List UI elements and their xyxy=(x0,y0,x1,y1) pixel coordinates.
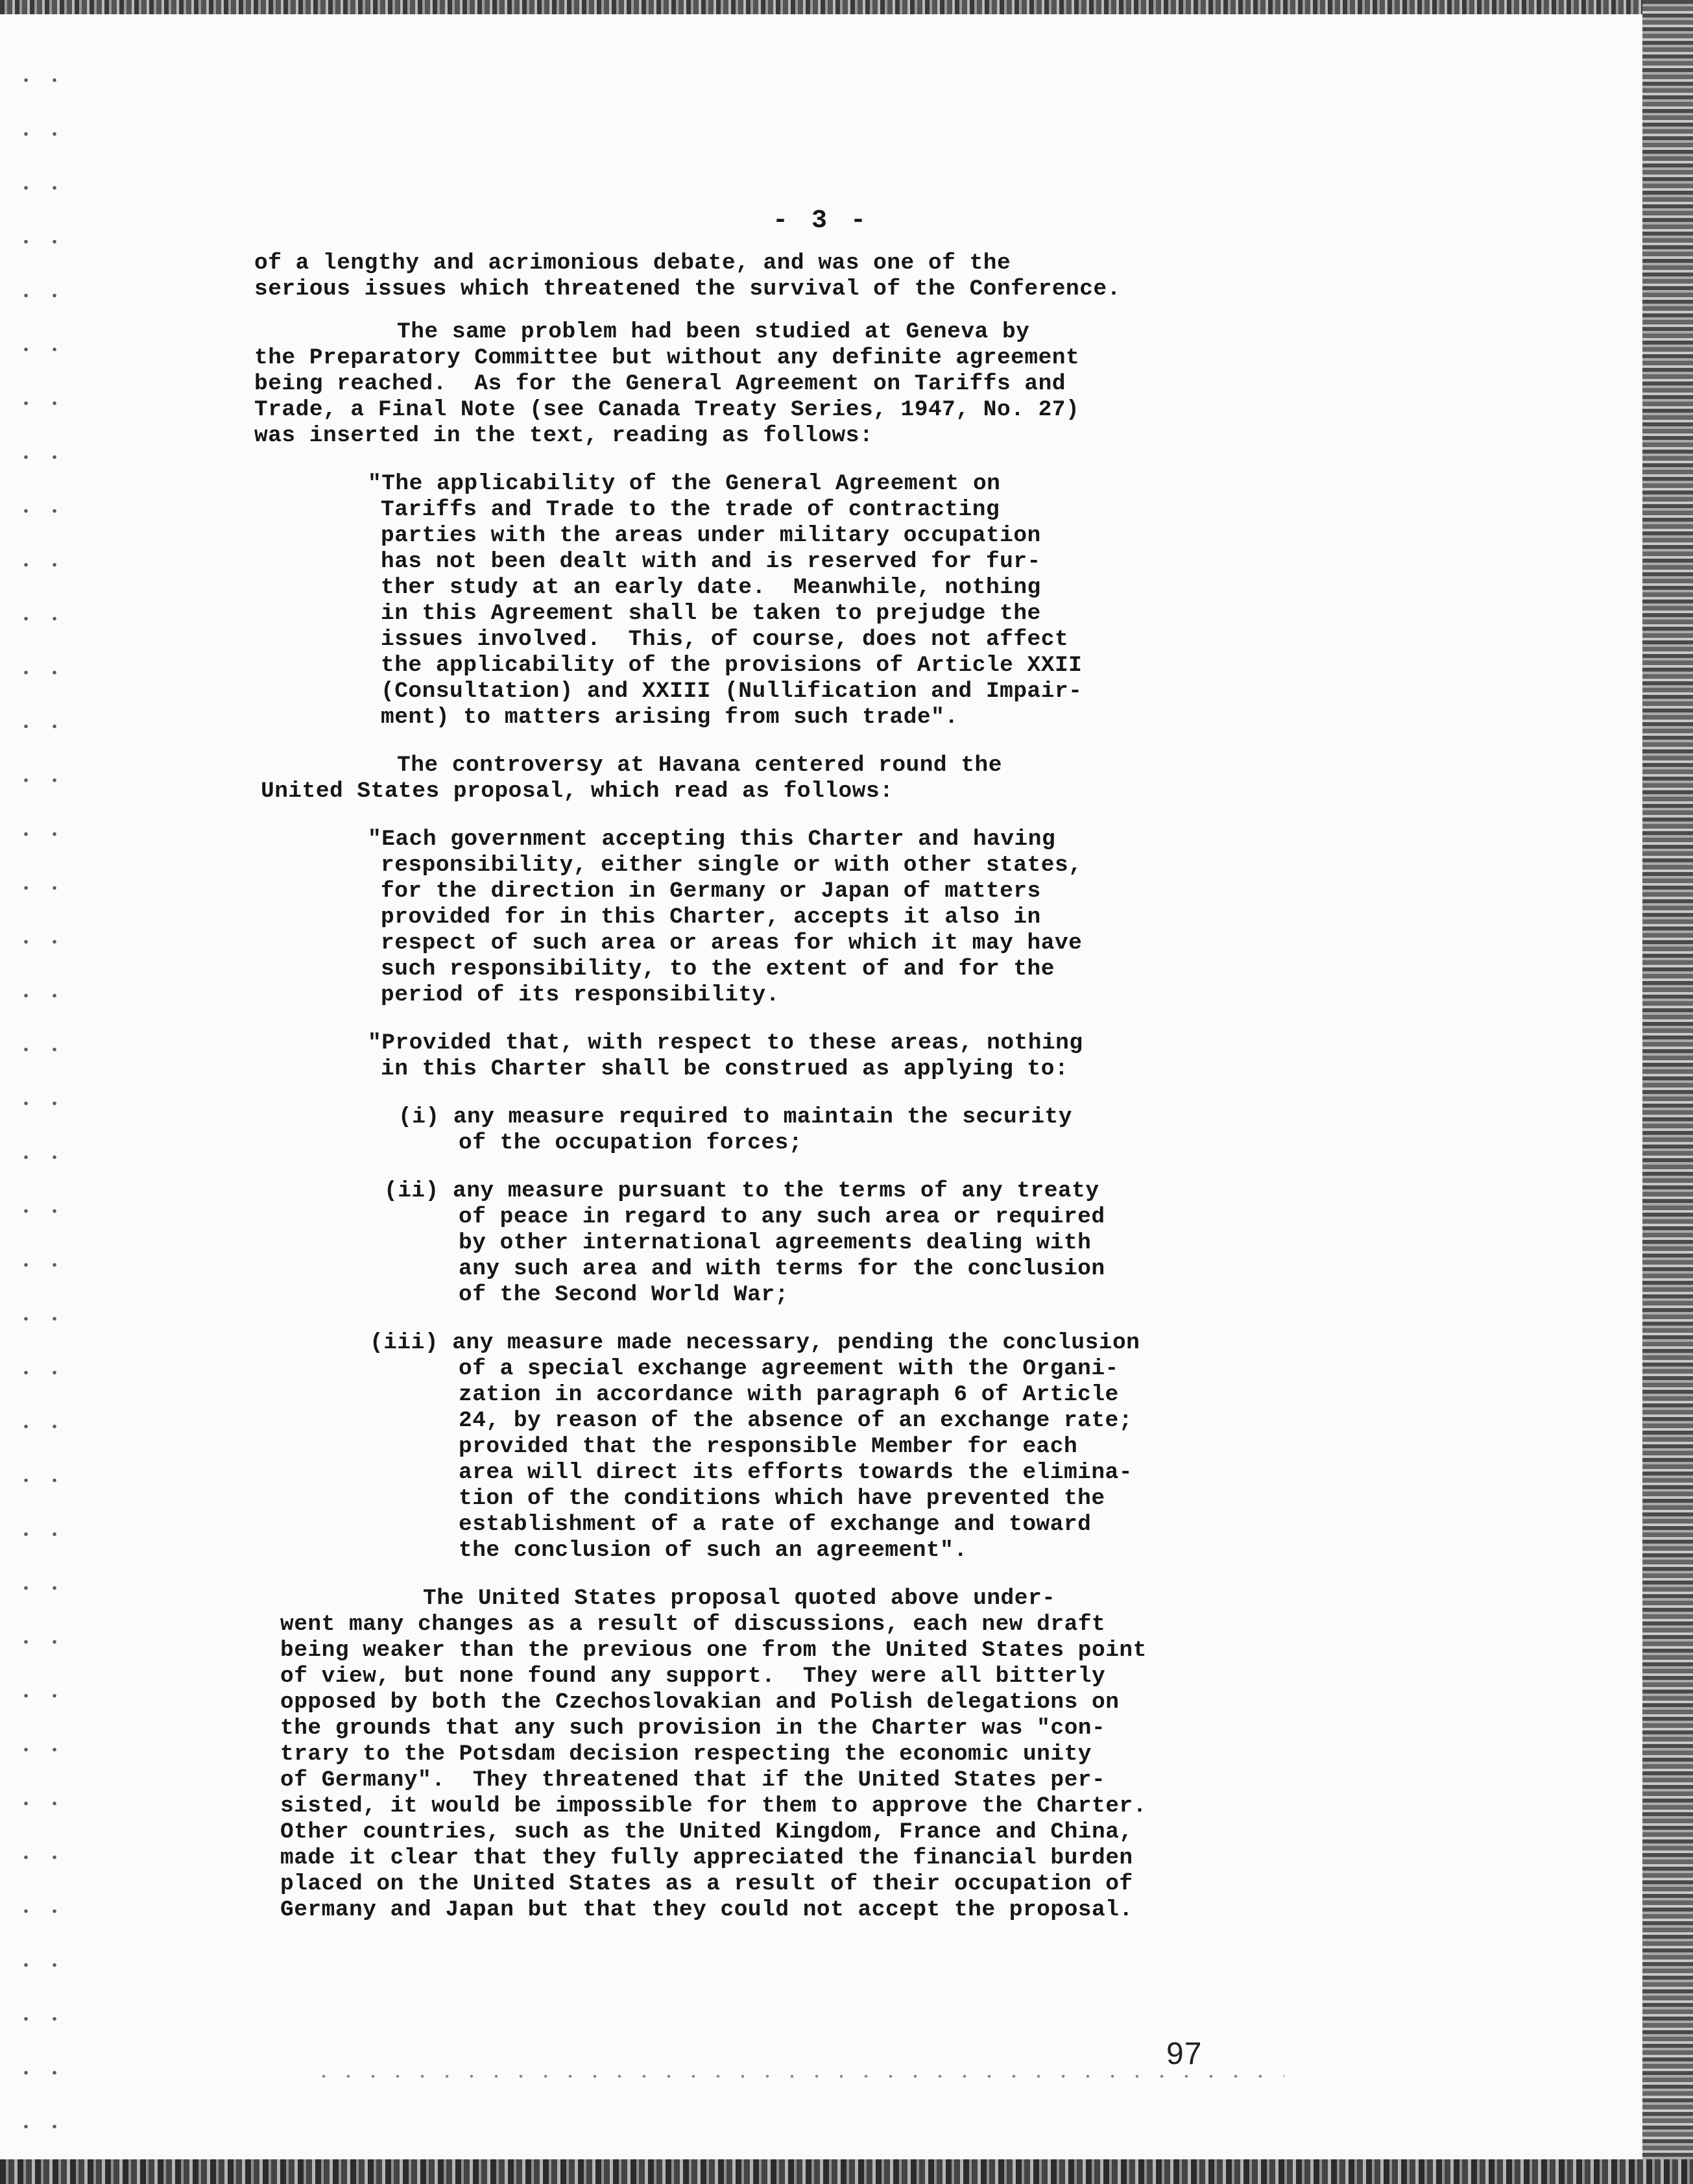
text-line: period of its responsibility. xyxy=(381,982,780,1008)
text-line: for the direction in Germany or Japan of matters xyxy=(381,879,1041,904)
paragraph-havana xyxy=(254,753,1539,805)
text-line: area will direct its efforts towards the elimina- xyxy=(459,1460,1133,1485)
text-line: was inserted in the text, reading as follows: xyxy=(254,423,874,448)
paragraph-geneva xyxy=(254,319,1539,449)
text-line: provided for in this Charter, accepts it also in xyxy=(381,904,1041,930)
text-line: such responsibility, to the extent of and for the xyxy=(381,956,1055,982)
text-line: Tariffs and Trade to the trade of contracting xyxy=(381,497,1000,522)
text-line: being weaker than the previous one from the United States point xyxy=(280,1638,1147,1663)
text-line: United States proposal, which read as follows: xyxy=(261,779,894,804)
text-line: parties with the areas under military occupation xyxy=(381,523,1041,548)
text-line: Other countries, such as the United Kingdom, France and China, xyxy=(280,1819,1133,1845)
text-line: ther study at an early date. Meanwhile, nothing xyxy=(381,575,1041,600)
paragraph-intro xyxy=(254,250,1539,302)
text-line: The United States proposal quoted above under- xyxy=(423,1586,1056,1611)
text-line: in this Charter shall be construed as applying to: xyxy=(381,1056,1069,1082)
text-line: any such area and with terms for the conclusion xyxy=(459,1256,1105,1281)
text-line: the applicability of the provisions of Article XXII xyxy=(381,653,1083,678)
text-line: being reached. As for the General Agreement on Tariffs and xyxy=(254,371,1066,396)
text-line: of a lengthy and acrimonious debate, and was one of the xyxy=(254,250,1011,276)
text-line: of peace in regard to any such area or required xyxy=(459,1204,1105,1230)
text-line: sisted, it would be impossible for them to approve the Charter. xyxy=(280,1793,1147,1819)
text-line: opposed by both the Czechoslovakian and Polish delegations on xyxy=(280,1690,1120,1715)
text-line: of a special exchange agreement with the Organi- xyxy=(459,1356,1119,1381)
text-line: made it clear that they fully appreciated the financial burden xyxy=(280,1845,1133,1871)
text-line: The controversy at Havana centered round the xyxy=(397,753,1002,778)
text-line: placed on the United States as a result of their occupation of xyxy=(280,1871,1133,1897)
quote-us-proposal xyxy=(254,827,1539,1008)
text-line: issues involved. This, of course, does not affect xyxy=(381,627,1069,652)
scan-edge-bottom xyxy=(0,2159,1693,2184)
list-item-i xyxy=(254,1104,1539,1156)
quote-final-note xyxy=(254,471,1539,731)
text-line: "Each government accepting this Charter and having xyxy=(368,827,1056,852)
text-line: Trade, a Final Note (see Canada Treaty Series, 1947, No. 27) xyxy=(254,397,1080,422)
scan-edge-right xyxy=(1642,0,1693,2184)
list-item-ii xyxy=(254,1178,1539,1308)
quote-proviso xyxy=(254,1030,1539,1082)
text-line: has not been dealt with and is reserved for fur- xyxy=(381,549,1041,574)
text-line: zation in accordance with paragraph 6 of Article xyxy=(459,1382,1119,1407)
list-item-iii xyxy=(254,1330,1539,1564)
text-line: of Germany". They threatened that if the United States per- xyxy=(280,1767,1106,1793)
page-marker: - 3 - xyxy=(772,206,871,236)
text-line: The same problem had been studied at Geneva by xyxy=(397,319,1030,345)
text-line: provided that the responsible Member for each xyxy=(459,1434,1078,1459)
text-line: Germany and Japan but that they could not accept the proposal. xyxy=(280,1897,1133,1923)
text-line: 24, by reason of the absence of an exchange rate; xyxy=(459,1408,1133,1433)
text-line: in this Agreement shall be taken to prejudge the xyxy=(381,601,1041,626)
footer-dot-leader xyxy=(311,2074,1284,2079)
page-number: 97 xyxy=(1166,2037,1203,2071)
text-line: tion of the conditions which have prevented the xyxy=(459,1486,1105,1511)
text-line: "Provided that, with respect to these areas, nothing xyxy=(368,1030,1083,1056)
scan-edge-top xyxy=(0,0,1693,14)
text-line: respect of such area or areas for which it may have xyxy=(381,930,1083,956)
text-line: trary to the Potsdam decision respecting the economic unity xyxy=(280,1741,1092,1767)
text-line: ment) to matters arising from such trade". xyxy=(381,705,959,730)
text-line: (Consultation) and XXIII (Nullification and Impair- xyxy=(381,679,1083,704)
text-line: of the occupation forces; xyxy=(459,1130,803,1156)
margin-specks xyxy=(12,53,57,2129)
paragraph-discussion xyxy=(254,1586,1539,1923)
text-line: the grounds that any such provision in the Charter was "con- xyxy=(280,1716,1106,1741)
document-body xyxy=(254,250,1539,1923)
text-line: the conclusion of such an agreement". xyxy=(459,1538,968,1563)
text-line: by other international agreements dealing with xyxy=(459,1230,1092,1256)
text-line: "The applicability of the General Agreement on xyxy=(368,471,1001,496)
text-line: of view, but none found any support. They were all bitterly xyxy=(280,1664,1106,1689)
text-line: (iii) any measure made necessary, pending the conclusion xyxy=(370,1330,1140,1355)
text-line: (i) any measure required to maintain the security xyxy=(398,1104,1072,1130)
text-line: serious issues which threatened the survival of the Conference. xyxy=(254,276,1121,302)
text-line: of the Second World War; xyxy=(459,1282,789,1307)
text-line: went many changes as a result of discussions, each new draft xyxy=(280,1612,1106,1637)
text-line: responsibility, either single or with other states, xyxy=(381,853,1083,878)
text-line: the Preparatory Committee but without any definite agreement xyxy=(254,345,1080,370)
text-line: establishment of a rate of exchange and toward xyxy=(459,1512,1092,1537)
text-line: (ii) any measure pursuant to the terms of any treaty xyxy=(384,1178,1099,1204)
